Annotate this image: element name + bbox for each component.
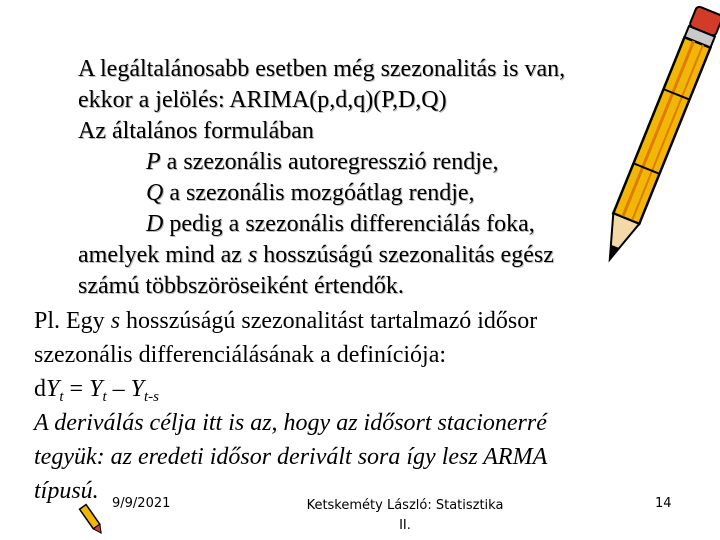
formula-y: Y [130,376,144,402]
definition-q-text: a szezonális mozgóátlag rendje, [163,180,475,206]
text-line [78,240,688,271]
footer-author-line: II. [399,518,411,533]
var-s: s [110,308,121,334]
definition-q [78,178,688,209]
text-span: A deriválás célja itt is az, hogy az idősort stacionerré [34,410,547,436]
var-p: P [146,149,161,175]
formula-sub: t [59,389,64,405]
lower-text-block [34,304,684,508]
pen-icon [72,500,112,540]
text-line: Az általános formulában [78,118,314,144]
text-span: Pl. Egy [34,308,111,334]
formula-d: d [34,376,46,402]
footer-date: 9/9/2021 [112,496,171,511]
text-line: szezonális differenciálásának a definíciója: [34,342,447,368]
var-s: s [247,242,258,268]
text-span: amelyek mind az [78,242,248,268]
text-line: ekkor a jelölés: ARIMA(p,d,q)(P,D,Q) [78,87,447,113]
definition-p-text: a szezonális autoregresszió rendje, [160,149,499,175]
var-d: D [146,211,164,237]
formula [34,372,684,406]
formula-sub: t [102,389,107,405]
text-line: A legáltalánosabb esetben még szezonalitás is van, [78,56,566,82]
var-q: Q [146,180,164,206]
definition-d [78,209,688,240]
formula-minus: – [106,376,131,402]
text-line [34,440,684,474]
definition-p [78,147,688,178]
text-span: tegyük: az eredeti idősor derivált sora így lesz ARMA [34,444,548,470]
example-line [34,304,684,338]
footer-author-line: Ketskeméty László: Statisztika [306,498,504,513]
definition-d-text: pedig a szezonális differenciálás foka, [163,211,535,237]
text-span: számú többszöröseiként értendők. [78,273,404,299]
formula-sub: t-s [143,389,159,405]
formula-y: Y [89,376,103,402]
footer-author [290,496,520,536]
text-span: hosszúságú szezonalitás egész [257,242,554,268]
formula-eq: = [63,376,90,402]
text-span: típusú. [34,478,99,504]
text-span: hosszúságú szezonalitást tartalmazó idősor [120,308,538,334]
text-line [34,406,684,440]
formula-y: Y [46,376,60,402]
upper-text-block [78,54,688,302]
text-line-clipped [78,271,688,302]
page-number: 14 [655,496,672,511]
